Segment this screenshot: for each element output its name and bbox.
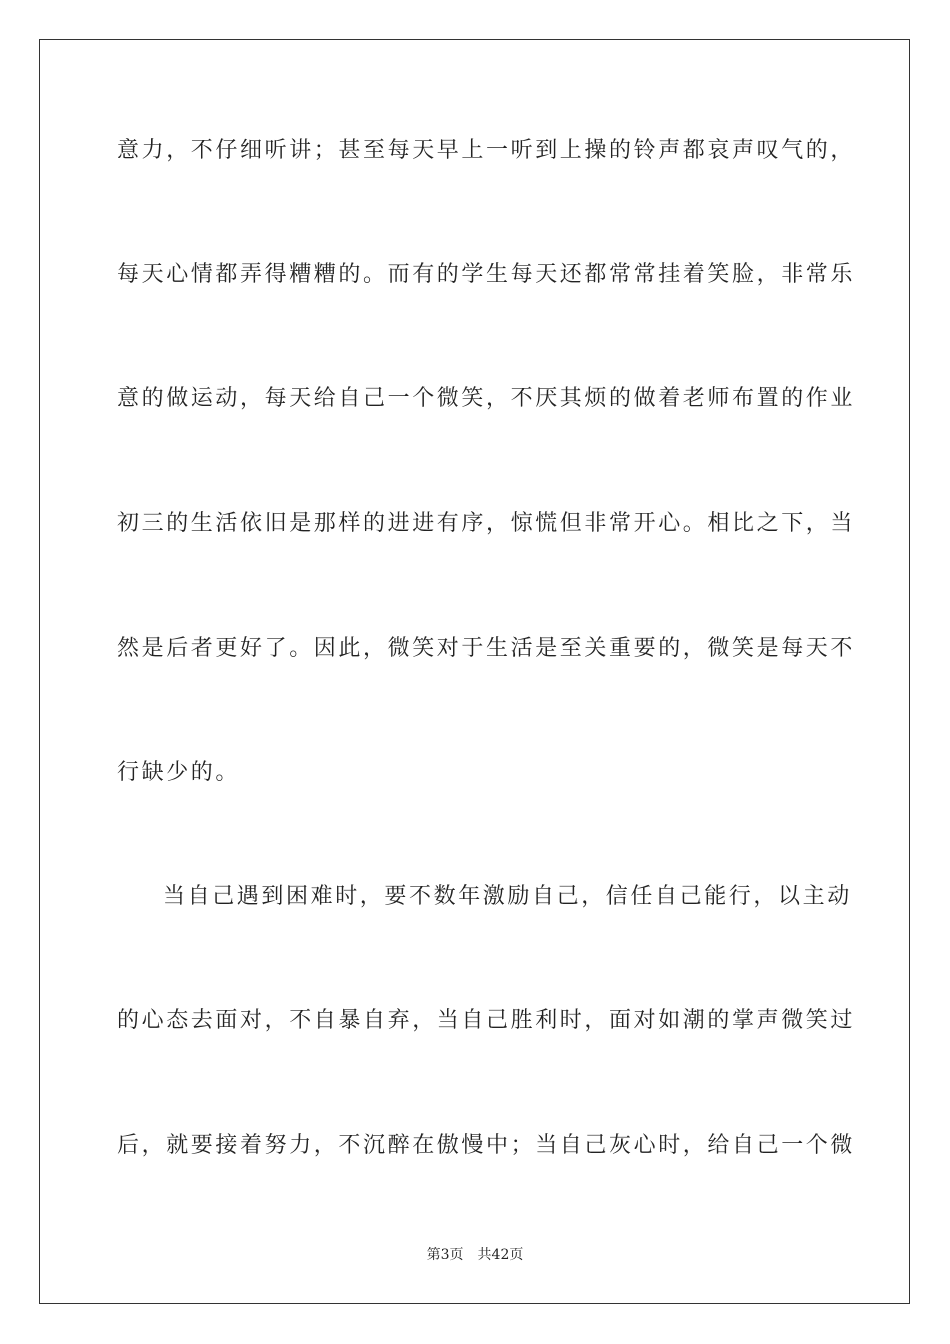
- page-number: 第3页 共42页: [426, 1247, 524, 1263]
- text-line-5: 然是后者更好了。因此，微笑对于生活是至关重要的，微笑是每天不: [117, 636, 856, 661]
- text-line-6: 行缺少的。: [117, 760, 241, 785]
- text-line-7: 当自己遇到困难时，要不数年激励自己，信任自己能行，以主动: [163, 884, 852, 909]
- text-line-1: 意力，不仔细听讲；甚至每天早上一听到上操的铃声都哀声叹气的，: [117, 138, 856, 163]
- page-border: [39, 39, 910, 1304]
- text-line-3: 意的做运动，每天给自己一个微笑，不厌其烦的做着老师布置的作业: [117, 386, 856, 411]
- text-line-4: 初三的生活依旧是那样的进进有序，惊慌但非常开心。相比之下，当: [117, 511, 856, 536]
- text-line-9: 后，就要接着努力，不沉醉在傲慢中；当自己灰心时，给自己一个微: [117, 1133, 856, 1158]
- text-line-8: 的心态去面对，不自暴自弃，当自己胜利时，面对如潮的掌声微笑过: [117, 1008, 856, 1033]
- text-line-2: 每天心情都弄得糟糟的。而有的学生每天还都常常挂着笑脸，非常乐: [117, 262, 856, 287]
